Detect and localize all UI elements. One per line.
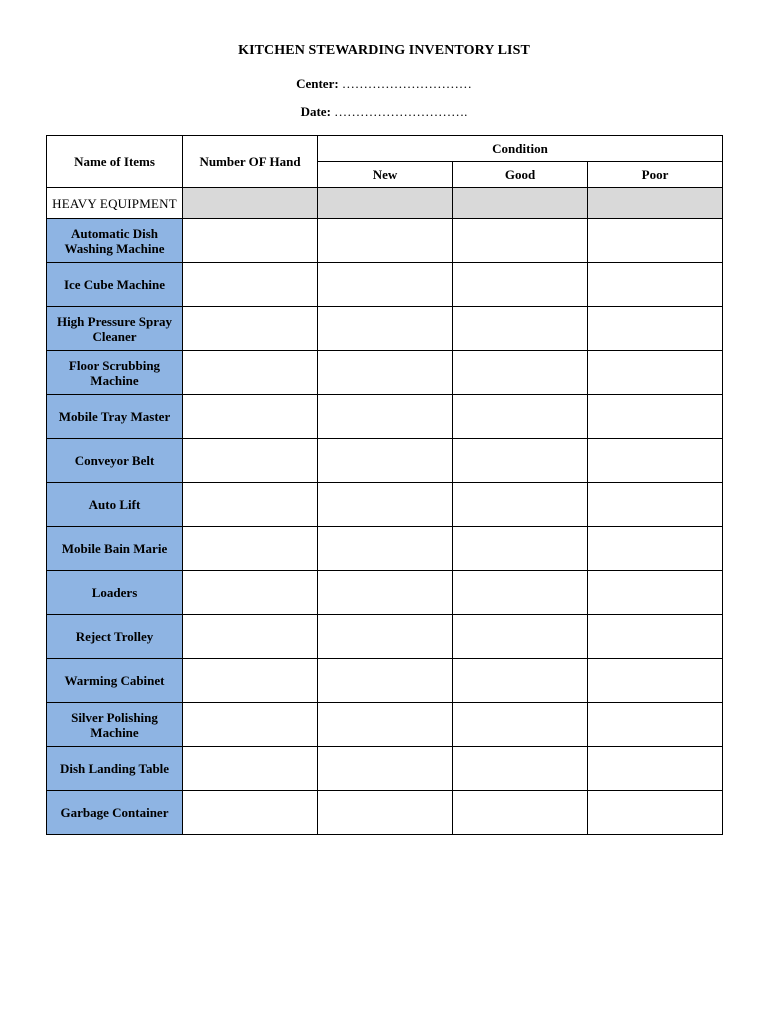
entry-cell-poor[interactable] [588,263,723,307]
section-row [47,188,723,219]
entry-cell-new[interactable] [318,483,453,527]
item-name-cell: Garbage Container [47,791,183,835]
entry-cell-poor[interactable] [588,659,723,703]
entry-cell-poor[interactable] [588,219,723,263]
entry-cell-poor[interactable] [588,307,723,351]
section-cell-good [453,188,588,219]
center-label: Center: [296,76,339,91]
table-row [47,483,723,527]
entry-cell-poor[interactable] [588,791,723,835]
item-name-cell: Dish Landing Table [47,747,183,791]
header-good: Good [453,162,588,188]
table-row [47,747,723,791]
entry-cell-new[interactable] [318,439,453,483]
entry-cell-good[interactable] [453,439,588,483]
entry-cell-number[interactable] [183,791,318,835]
section-cell-number [183,188,318,219]
table-row [47,395,723,439]
center-line [0,76,768,92]
entry-cell-number[interactable] [183,527,318,571]
entry-cell-good[interactable] [453,483,588,527]
table-row [47,307,723,351]
item-name-cell: Ice Cube Machine [47,263,183,307]
entry-cell-new[interactable] [318,615,453,659]
entry-cell-number[interactable] [183,571,318,615]
entry-cell-poor[interactable] [588,351,723,395]
entry-cell-new[interactable] [318,527,453,571]
section-heavy-equipment: HEAVY EQUIPMENT [47,188,183,219]
item-name-cell: Auto Lift [47,483,183,527]
entry-cell-poor[interactable] [588,703,723,747]
item-name-cell: Conveyor Belt [47,439,183,483]
table-row [47,571,723,615]
entry-cell-new[interactable] [318,747,453,791]
entry-cell-good[interactable] [453,659,588,703]
table-row [47,527,723,571]
entry-cell-number[interactable] [183,219,318,263]
entry-cell-number[interactable] [183,483,318,527]
entry-cell-number[interactable] [183,615,318,659]
date-label: Date: [300,104,331,119]
entry-cell-number[interactable] [183,307,318,351]
entry-cell-number[interactable] [183,395,318,439]
entry-cell-good[interactable] [453,219,588,263]
entry-cell-good[interactable] [453,791,588,835]
entry-cell-good[interactable] [453,263,588,307]
table-row [47,791,723,835]
item-name-cell: Mobile Bain Marie [47,527,183,571]
table-row [47,351,723,395]
table-row [47,703,723,747]
date-value: …………………………. [334,104,468,119]
header-new: New [318,162,453,188]
item-name-cell: Mobile Tray Master [47,395,183,439]
entry-cell-good[interactable] [453,615,588,659]
section-cell-new [318,188,453,219]
header-number-of-hand: Number OF Hand [183,136,318,188]
table-row [47,439,723,483]
entry-cell-good[interactable] [453,703,588,747]
entry-cell-good[interactable] [453,395,588,439]
item-name-cell: Reject Trolley [47,615,183,659]
header-name-of-items: Name of Items [47,136,183,188]
entry-cell-new[interactable] [318,219,453,263]
entry-cell-number[interactable] [183,659,318,703]
entry-cell-new[interactable] [318,571,453,615]
entry-cell-new[interactable] [318,263,453,307]
table-row [47,659,723,703]
entry-cell-number[interactable] [183,351,318,395]
item-name-cell: Warming Cabinet [47,659,183,703]
item-name-cell: High Pressure Spray Cleaner [47,307,183,351]
center-value: ………………………… [341,76,472,91]
entry-cell-number[interactable] [183,747,318,791]
item-name-cell: Floor Scrubbing Machine [47,351,183,395]
entry-cell-good[interactable] [453,351,588,395]
section-cell-poor [588,188,723,219]
entry-cell-number[interactable] [183,439,318,483]
entry-cell-poor[interactable] [588,483,723,527]
entry-cell-good[interactable] [453,571,588,615]
entry-cell-new[interactable] [318,659,453,703]
entry-cell-good[interactable] [453,747,588,791]
item-name-cell: Automatic Dish Washing Machine [47,219,183,263]
table-row [47,263,723,307]
entry-cell-number[interactable] [183,263,318,307]
entry-cell-good[interactable] [453,307,588,351]
item-name-cell: Loaders [47,571,183,615]
inventory-table [46,135,723,835]
entry-cell-number[interactable] [183,703,318,747]
date-line [0,104,768,120]
entry-cell-poor[interactable] [588,527,723,571]
entry-cell-new[interactable] [318,351,453,395]
entry-cell-new[interactable] [318,703,453,747]
table-row [47,219,723,263]
table-row [47,615,723,659]
entry-cell-good[interactable] [453,527,588,571]
entry-cell-new[interactable] [318,395,453,439]
entry-cell-poor[interactable] [588,395,723,439]
entry-cell-poor[interactable] [588,747,723,791]
header-poor: Poor [588,162,723,188]
entry-cell-poor[interactable] [588,615,723,659]
item-name-cell: Silver Polishing Machine [47,703,183,747]
header-condition: Condition [318,136,723,162]
document-title: KITCHEN STEWARDING INVENTORY LIST [238,43,530,58]
inventory-body [47,188,723,835]
entry-cell-new[interactable] [318,791,453,835]
entry-cell-poor[interactable] [588,571,723,615]
entry-cell-poor[interactable] [588,439,723,483]
entry-cell-new[interactable] [318,307,453,351]
